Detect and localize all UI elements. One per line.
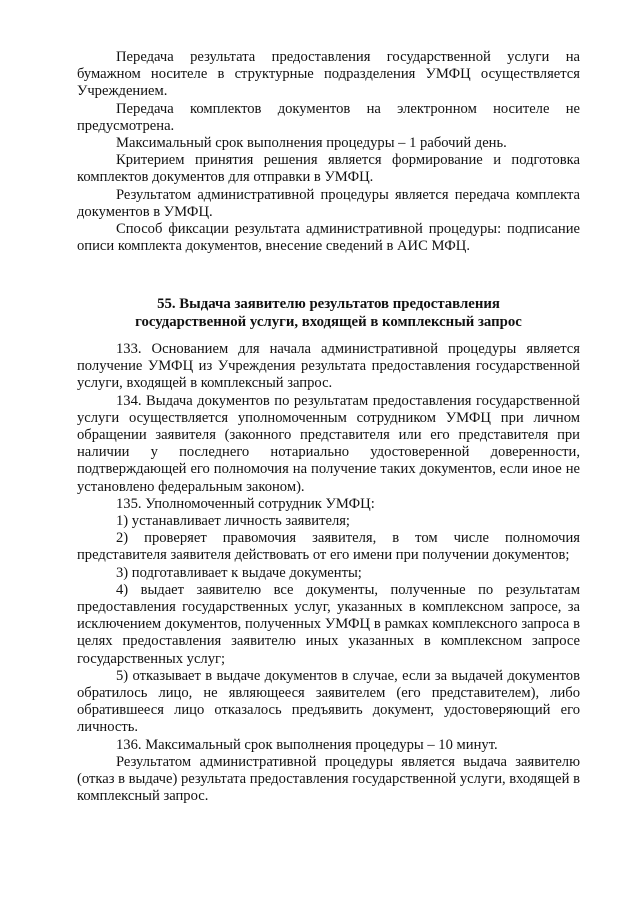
paragraph: Критерием принятия решения является формирование и подготовка комплектов документов для отправки в УМФЦ. — [77, 152, 580, 186]
paragraph: 134. Выдача документов по результатам предоставления государственной услуги осуществляется уполномоченным сотрудником УМФЦ при личном обращении заявителя (законного представителя или его представителя при наличии у последнего нотариально удостоверенной доверенности, подтверждающей его полномочия на получение таких документов, если иное не установлено федеральным законом). — [77, 392, 580, 495]
paragraph: Результатом административной процедуры является передача комплекта документов в УМФЦ. — [77, 186, 580, 220]
paragraph: 133. Основанием для начала административной процедуры является получение УМФЦ из Учреждения результата предоставления государственной услуги, входящей в комплексный запрос. — [77, 341, 580, 392]
procedure-result-block — [77, 49, 580, 255]
paragraph: 135. Уполномоченный сотрудник УМФЦ: — [116, 495, 375, 512]
paragraph: Способ фиксации результата административной процедуры: подписание описи комплекта документов, внесение сведений в АИС МФЦ. — [77, 221, 580, 255]
list-item: 1) устанавливает личность заявителя; — [116, 513, 350, 530]
paragraph: Результатом административной процедуры является выдача заявителю (отказ в выдаче) результата предоставления государственной услуги, входящей в комплексный запрос. — [77, 753, 581, 805]
list-item: 4) выдает заявителю все документы, полученные по результатам предоставления государственных услуг, указанных в комплексном запросе, за исключением документов, полученных УМФЦ в рамках комплексного запроса в целях предоставления заявителю иных указанных в комплексном запросе государственных услуг; — [77, 581, 580, 667]
paragraph: Максимальный срок выполнения процедуры – 1 рабочий день. — [116, 135, 507, 152]
section-heading-line: 55. Выдача заявителю результатов предоставления — [157, 296, 500, 312]
section-55-body — [77, 341, 580, 805]
paragraph: Передача результата предоставления государственной услуги на бумажном носителе в структурные подразделения УМФЦ осуществляется Учреждением. — [77, 49, 580, 100]
section-heading-line: государственной услуги, входящей в комплексный запрос — [135, 314, 522, 330]
paragraph: Передача комплектов документов на электронном носителе не предусмотрена. — [77, 100, 580, 134]
section-heading — [77, 295, 580, 331]
paragraph: 136. Максимальный срок выполнения процедуры – 10 минут. — [116, 736, 498, 753]
list-item: 2) проверяет правомочия заявителя, в том числе полномочия представителя заявителя действовать от его имени при получении документов; — [77, 530, 580, 564]
list-item: 3) подготавливает к выдаче документы; — [116, 564, 362, 581]
list-item: 5) отказывает в выдаче документов в случае, если за выдачей документов обратилось лицо, не являющееся заявителем (его представителем), либо обратившееся лицо отказалось предъявить документ, удостоверяющий его личность. — [77, 667, 580, 736]
